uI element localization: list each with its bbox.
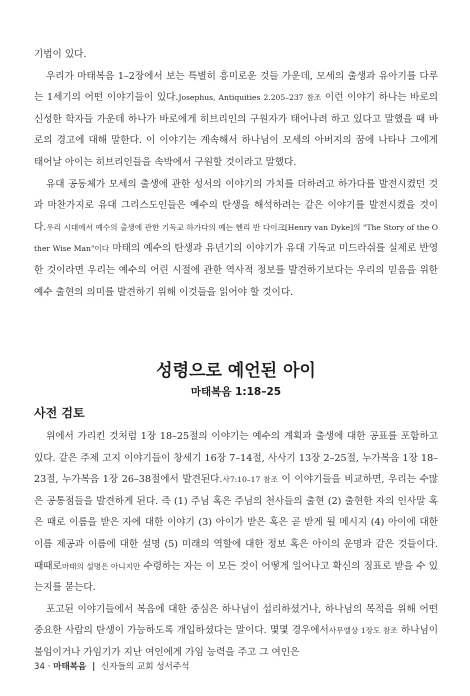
text: 포고된 이야기들에서 복음에 대한 중심은 하나님이 섭리하셨거나, 하나님의 목적을 위해 어떤 중요한 사람의 탄생이 가능하도록 개입하셨다는 말이다. 몇몇 경우에서 <box>34 603 438 637</box>
text: 마태의 예수의 탄생과 유년기의 이야기가 유대 기독교 미드라쉬를 실제로 반영한 것이라면 우리는 예수의 어린 시절에 관한 역사적 정보를 발견하기보다는 우리의 믿음을 위한 예수 출현의 의미를 발견하기 위해 이것들을 읽어야 할 것이다. <box>34 243 438 298</box>
text: 하나님이 불임이거나 가임기가 지난 여인에게 가임 능력을 주고 그 여인은 <box>34 625 439 658</box>
paragraph <box>34 66 438 174</box>
text: 이 이야기들을 비교하면, 우리는 수많은 공통점들을 발견하게 된다. 즉 (1) 주님 혹은 주님의 천사들의 출현 (2) 출현한 자의 인사말 혹은 때로 이름을 받은 자에 대한 이야기 (3) 아이가 받은 혹은 곧 받게 될 메시지 (4) 아이에 대한 이름 제공과 이름에 대한 설명 (5) 미래의 역할에 대한 정보 혹은 아이의 운명과 같은 것들이다. 때때로 <box>34 474 438 572</box>
citation: 사7:10–17 참조 <box>222 475 278 485</box>
scripture-reference: 마태복음 1:18–25 <box>190 386 282 398</box>
text: 이런 이야기 하나는 바로의 신성한 학자들 가운데 하나가 바로에게 히브리인의 구원자가 태어나려 하고 있다고 말했을 때 바로의 경고에 대해 말한다. 이 이야기는 계속해서 하나님이 모세의 아버지의 꿈에 나타나 그에게 태어날 아이는 히브리인들을 속박에서 구원할 것이라고 말했다. <box>34 92 438 168</box>
subheading: 사전 검토 <box>34 406 85 420</box>
bar-separator: | <box>92 662 96 672</box>
text: 우리가 마태복음 1–2장에서 보는 특별히 흥미로운 것들 가운데, 모세의 출생과 유아기를 다루는 1세기의 어떤 이야기들이 있다. <box>34 70 438 104</box>
citation: Josephus, Antiquities 2.205–237 참조 <box>178 93 322 103</box>
page-number: 34 <box>34 662 45 672</box>
book-name: 마태복음 <box>53 662 87 672</box>
inline-note: 마태의 설명은 아니지만 <box>61 561 141 571</box>
inline-note: [Henry van Dyke]의 "The Story of the Other Wise Man"이다 <box>34 222 438 254</box>
dot-separator: · <box>47 662 51 672</box>
lower-body-text <box>34 426 438 664</box>
text: 기법이 있다. <box>34 49 87 60</box>
inline-note: 우리 시대에서 예수의 출생에 관한 기독교 하가다의 예는 헨리 반 다이크 <box>46 222 285 232</box>
text: 수령하는 자는 이 모든 것이 어떻게 일어나고 확신의 징표로 받을 수 있는지를 묻는다. <box>34 560 439 594</box>
paragraph <box>34 174 438 304</box>
paragraph <box>34 426 438 599</box>
text: 유대 공동체가 모세의 출생에 관한 성서의 이야기의 가치를 더하려고 하가다를 발전시켰던 것과 마찬가지로 유대 그리스도인들은 예수의 탄생을 해석하려는 같은 이야기를 발전시켰을 것이다. <box>34 178 438 233</box>
text: 위에서 가리킨 것처럼 1장 18–25절의 이야기는 예수의 계획과 출생에 대한 공표를 포함하고 있다. 같은 주제 고지 이야기들이 창세기 16장 7–14절, 사사기 13장 2–25절, 누가복음 1장 18–23절, 누가복음 1장 26–38절에서 발견된다. <box>34 431 438 486</box>
upper-body-text <box>34 44 438 303</box>
inline-note: 사무엘상 1장도 참조 <box>328 626 398 636</box>
paragraph <box>34 44 438 66</box>
series-title: 신자들의 교회 성서주석 <box>100 662 190 672</box>
paragraph <box>34 599 438 664</box>
section-title: 성령으로 예언된 아이 <box>156 361 316 381</box>
page-footer <box>34 660 189 672</box>
